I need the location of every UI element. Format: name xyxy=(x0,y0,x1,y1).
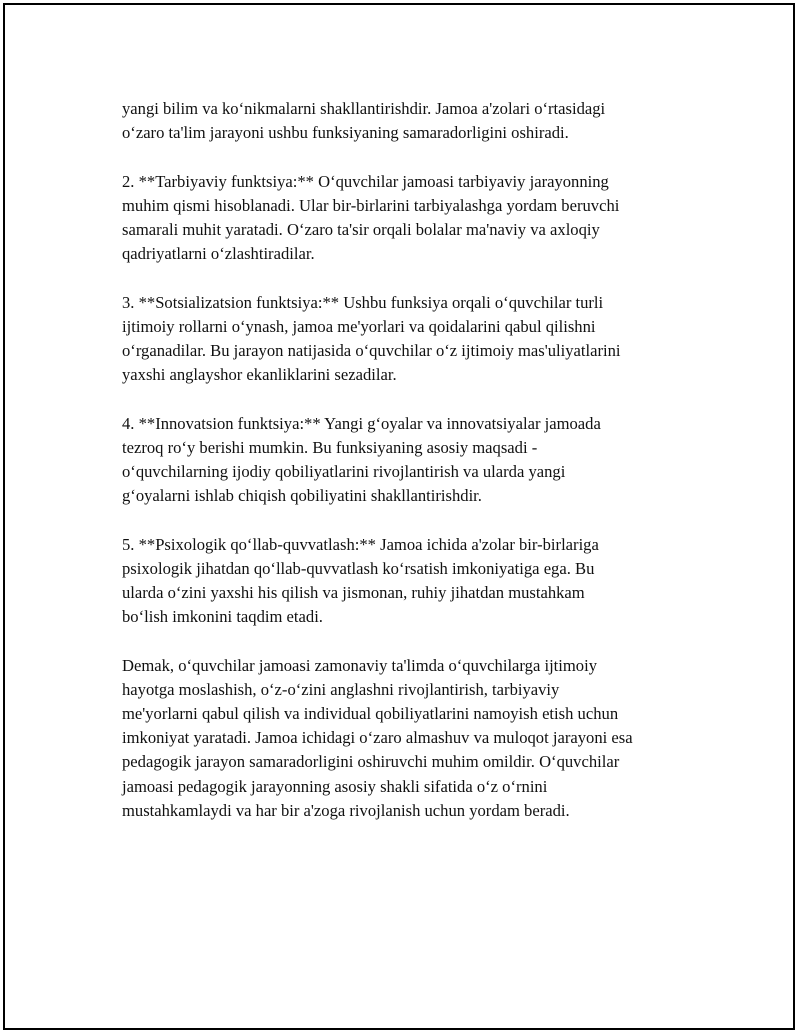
text-line: 5. **Psixologik qo‘llab-quvvatlash:** Jamoa ichida a'zolar bir-birlariga xyxy=(122,534,599,554)
text-line: psixologik jihatdan qo‘llab-quvvatlash ko‘rsatish imkoniyatiga ega. Bu xyxy=(122,558,595,578)
text-line: pedagogik jarayon samaradorligini oshiruvchi muhim omildir. O‘quvchilar xyxy=(122,752,620,772)
paragraph-tarbiyaviy-funktsiya xyxy=(122,170,702,267)
text-line: o‘rganadilar. Bu jarayon natijasida o‘quvchilar o‘z ijtimoiy mas'uliyatlarini xyxy=(122,341,621,360)
text-line: yaxshi anglayshor ekanliklarini sezadilar. xyxy=(122,365,397,385)
text-line: bo‘lish imkonini taqdim etadi. xyxy=(122,607,323,627)
text-line: ijtimoiy rollarni o‘ynash, jamoa me'yorlari va qoidalarini qabul qilishni xyxy=(122,316,596,336)
text-line: 4. **Innovatsion funktsiya:** Yangi g‘oyalar va innovatsiyalar jamoada xyxy=(122,413,601,433)
text-line: o‘quvchilarning ijodiy qobiliyatlarini rivojlantirish va ularda yangi xyxy=(122,462,566,481)
paragraph-continuation xyxy=(122,97,702,145)
text-line: qadriyatlarni o‘zlashtiradilar. xyxy=(122,244,315,264)
text-line: o‘zaro ta'lim jarayoni ushbu funksiyaning samaradorligini oshiradi. xyxy=(122,123,569,143)
text-line: jamoasi pedagogik jarayonning asosiy shakli sifatida o‘z o‘rnini xyxy=(122,776,548,796)
text-line: Demak, o‘quvchilar jamoasi zamonaviy ta'limda o‘quvchilarga ijtimoiy xyxy=(122,655,598,675)
text-line: yangi bilim va ko‘nikmalarni shakllantirishdir. Jamoa a'zolari o‘rtasidagi xyxy=(122,99,606,118)
text-line: 2. **Tarbiyaviy funktsiya:** O‘quvchilar jamoasi tarbiyaviy jarayonning xyxy=(122,171,609,191)
text-line: muhim qismi hisoblanadi. Ular bir-birlarini tarbiyalashga yordam beruvchi xyxy=(122,195,620,215)
text-line: 3. **Sotsializatsion funktsiya:** Ushbu funksiya orqali o‘quvchilar turli xyxy=(122,292,604,312)
paragraph-psixologik-qollab-quvvatlash xyxy=(122,533,702,630)
paragraph-conclusion xyxy=(122,654,702,823)
page-frame xyxy=(3,3,795,1030)
paragraph-innovatsion-funktsiya xyxy=(122,412,702,509)
paragraph-sotsializatsion-funktsiya xyxy=(122,291,702,388)
text-line: hayotga moslashish, o‘z-o‘zini anglashni rivojlantirish, tarbiyaviy xyxy=(122,679,560,699)
text-line: tezroq ro‘y berishi mumkin. Bu funksiyaning asosiy maqsadi - xyxy=(122,437,538,457)
text-line: g‘oyalarni ishlab chiqish qobiliyatini shakllantirishdir. xyxy=(122,486,482,506)
text-line: imkoniyat yaratadi. Jamoa ichidagi o‘zaro almashuv va muloqot jarayoni esa xyxy=(122,728,633,748)
text-line: mustahkamlaydi va har bir a'zoga rivojlanish uchun yordam beradi. xyxy=(122,800,570,820)
text-line: ularda o‘zini yaxshi his qilish va jismonan, ruhiy jihatdan mustahkam xyxy=(122,583,585,602)
document-body xyxy=(122,97,702,847)
text-line: samarali muhit yaratadi. O‘zaro ta'sir orqali bolalar ma'naviy va axloqiy xyxy=(122,220,600,239)
text-line: me'yorlarni qabul qilish va individual qobiliyatlarini namoyish etish uchun xyxy=(122,704,619,723)
